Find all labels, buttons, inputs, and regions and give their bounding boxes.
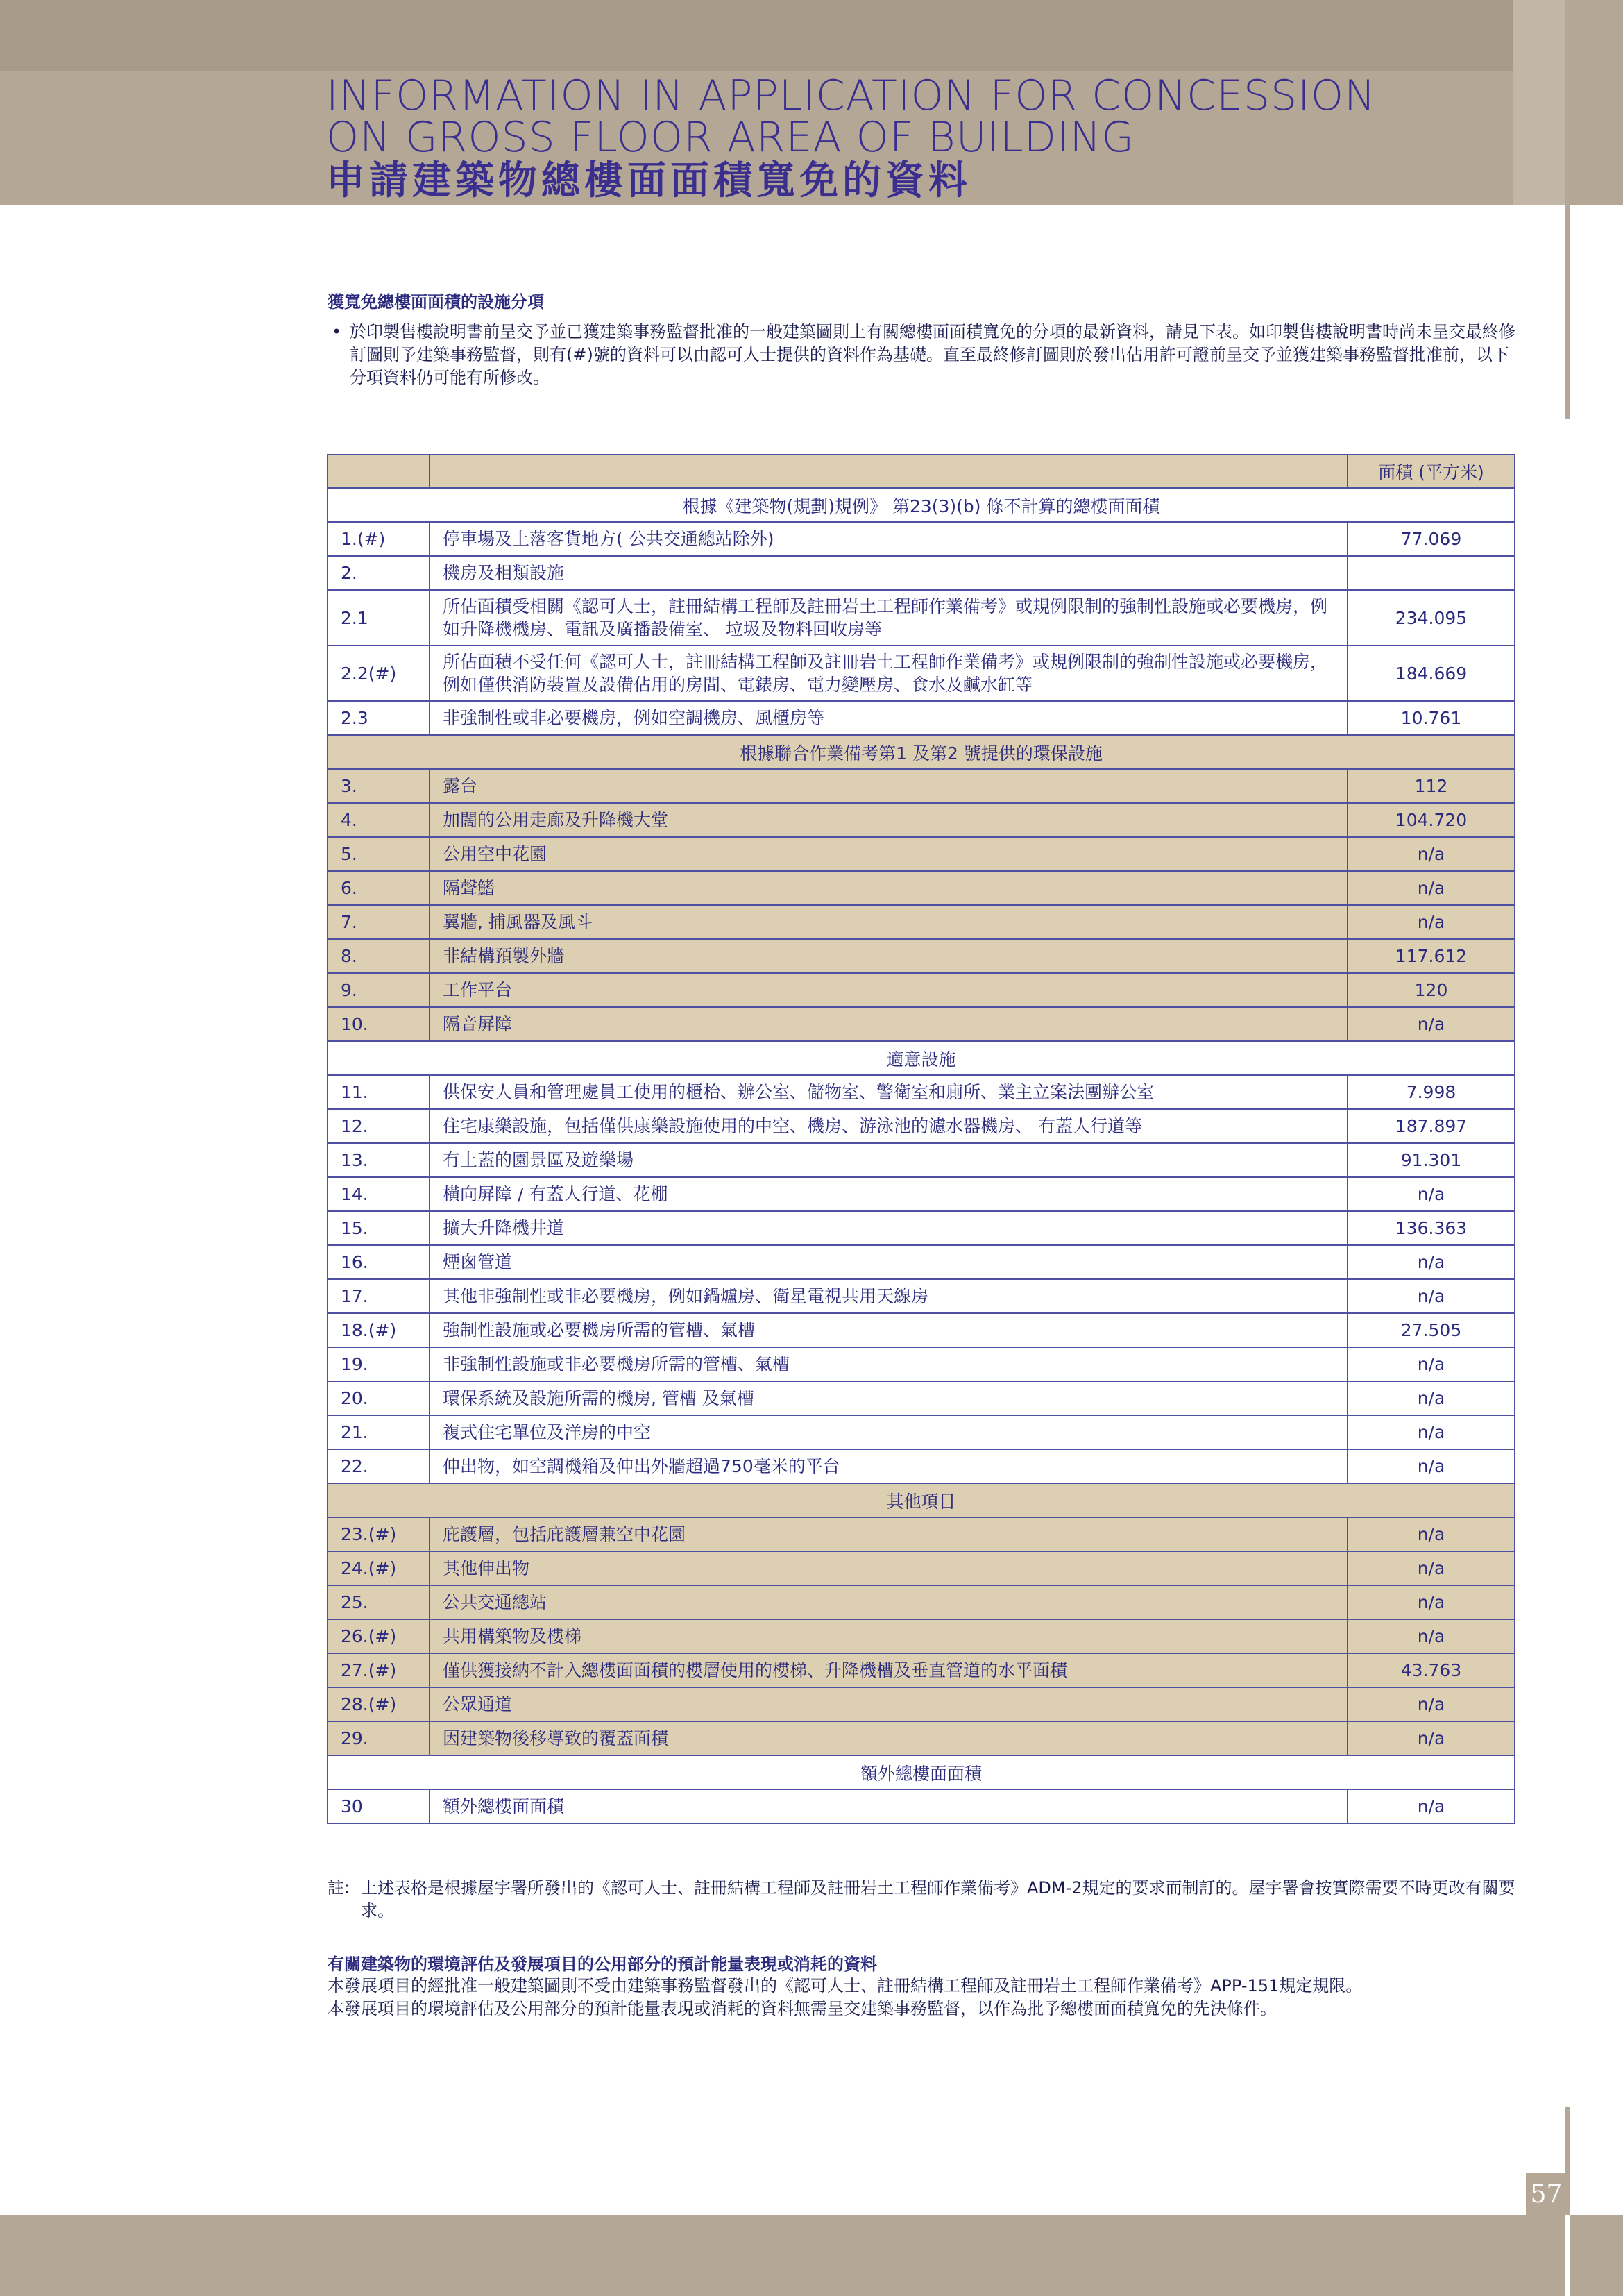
item-description: 翼牆, 捕風器及風斗 (430, 905, 1348, 939)
item-area (1348, 556, 1515, 590)
table-row (328, 1415, 1515, 1449)
item-area: n/a (1348, 1177, 1515, 1211)
item-description: 非強制性或非必要機房，例如空調機房、風櫃房等 (430, 701, 1348, 735)
page-title-english-line-1: INFORMATION IN APPLICATION FOR CONCESSION (326, 71, 1376, 120)
item-description: 非強制性設施或非必要機房所需的管槽、氣槽 (430, 1347, 1348, 1381)
item-number: 25. (328, 1585, 430, 1619)
item-description: 煙囪管道 (430, 1245, 1348, 1279)
item-description: 強制性設施或必要機房所需的管槽、氣槽 (430, 1313, 1348, 1347)
item-area: 136.363 (1348, 1211, 1515, 1245)
header-cell-desc (430, 455, 1348, 488)
item-number: 20. (328, 1381, 430, 1415)
intro-text: 於印製售樓說明書前呈交予並已獲建築事務監督批准的一般建築圖則上有關總樓面面積寬免的分項的最新資料，請見下表。如印製售樓說明書時尚未呈交最終修訂圖則予建築事務監督，則有(#)號的資料可以由認可人士提供的資料作為基礎。直至最終修訂圖則於發出佔用許可證前呈交予並獲建築事務監督批准前，以下分項資料仍可能有所修改。 (350, 322, 1515, 387)
item-description: 額外總樓面面積 (430, 1789, 1348, 1823)
item-number: 2. (328, 556, 430, 590)
item-number: 13. (328, 1143, 430, 1177)
group-title: 其他項目 (328, 1483, 1515, 1517)
footer-gap (1565, 2215, 1570, 2296)
item-area: n/a (1348, 871, 1515, 905)
item-area: n/a (1348, 905, 1515, 939)
table-header-row (328, 455, 1515, 488)
item-description: 公眾通道 (430, 1687, 1348, 1721)
item-area: n/a (1348, 1517, 1515, 1551)
table-row (328, 1687, 1515, 1721)
item-description: 複式住宅單位及洋房的中空 (430, 1415, 1348, 1449)
table-row (328, 1517, 1515, 1551)
table-row (328, 1721, 1515, 1755)
environment-heading: 有關建築物的環境評估及發展項目的公用部分的預計能量表現或消耗的資料 (328, 1955, 877, 1974)
item-description: 庇護層，包括庇護層兼空中花園 (430, 1517, 1348, 1551)
item-description: 露台 (430, 769, 1348, 803)
item-number: 21. (328, 1415, 430, 1449)
item-description: 其他非強制性或非必要機房，例如鍋爐房、衛星電視共用天線房 (430, 1279, 1348, 1313)
group-header-row (328, 1041, 1515, 1075)
item-number: 27.(#) (328, 1653, 430, 1687)
item-area: n/a (1348, 1619, 1515, 1653)
item-description: 擴大升降機井道 (430, 1211, 1348, 1245)
item-description: 非結構預製外牆 (430, 939, 1348, 973)
footer-band (0, 2215, 1623, 2296)
table-row (328, 590, 1515, 645)
item-number: 9. (328, 973, 430, 1007)
item-number: 7. (328, 905, 430, 939)
item-description: 住宅康樂設施，包括僅供康樂設施使用的中空、機房、游泳池的濾水器機房、 有蓋人行道等 (430, 1109, 1348, 1143)
table-row (328, 701, 1515, 735)
item-number: 10. (328, 1007, 430, 1041)
item-area: n/a (1348, 1245, 1515, 1279)
item-area: n/a (1348, 1551, 1515, 1585)
gfa-concession-table (327, 454, 1515, 1824)
environment-line-1: 本發展項目的經批准一般建築圖則不受由建築事務監督發出的《認可人士、註冊結構工程師及註冊岩土工程師作業備考》APP-151規定規限。 (328, 1976, 1363, 1995)
table-row (328, 556, 1515, 590)
item-description: 環保系統及設施所需的機房, 管槽 及氣槽 (430, 1381, 1348, 1415)
group-title: 根據聯合作業備考第1 及第2 號提供的環保設施 (328, 735, 1515, 769)
bullet-icon: • (332, 322, 342, 341)
item-number: 2.3 (328, 701, 430, 735)
table-row (328, 522, 1515, 556)
item-area: n/a (1348, 1007, 1515, 1041)
item-number: 14. (328, 1177, 430, 1211)
right-margin-rule-top (1565, 0, 1570, 419)
footnote (328, 1877, 1521, 1923)
item-number: 1.(#) (328, 522, 430, 556)
page-number: 57 (1526, 2173, 1567, 2215)
item-area: 120 (1348, 973, 1515, 1007)
item-area: n/a (1348, 1449, 1515, 1483)
group-header-row (328, 488, 1515, 522)
table-row (328, 1211, 1515, 1245)
item-number: 6. (328, 871, 430, 905)
item-area: n/a (1348, 1279, 1515, 1313)
section-heading: 獲寬免總樓面面積的設施分項 (328, 292, 544, 312)
table-row (328, 1619, 1515, 1653)
table-row (328, 769, 1515, 803)
item-number: 23.(#) (328, 1517, 430, 1551)
environment-text (328, 1975, 1521, 2020)
page-title-chinese: 申請建築物總樓面面積寬免的資料 (326, 158, 971, 203)
table-row (328, 1789, 1515, 1823)
group-title: 適意設施 (328, 1041, 1515, 1075)
table-row (328, 1075, 1515, 1109)
item-description: 公用空中花園 (430, 837, 1348, 871)
item-number: 2.1 (328, 590, 430, 645)
item-area: n/a (1348, 1585, 1515, 1619)
item-area: 10.761 (1348, 701, 1515, 735)
intro-paragraph (332, 321, 1518, 389)
item-number: 29. (328, 1721, 430, 1755)
table-row (328, 1551, 1515, 1585)
group-header-row (328, 1483, 1515, 1517)
group-title: 根據《建築物(規劃)規例》 第23(3)(b) 條不計算的總樓面面積 (328, 488, 1515, 522)
item-area: 187.897 (1348, 1109, 1515, 1143)
table-row (328, 1381, 1515, 1415)
item-description: 其他伸出物 (430, 1551, 1348, 1585)
table-row (328, 973, 1515, 1007)
item-description: 機房及相類設施 (430, 556, 1348, 590)
item-area: n/a (1348, 1415, 1515, 1449)
item-description: 供保安人員和管理處員工使用的櫃枱、辦公室、儲物室、警衛室和廁所、業主立案法團辦公室 (430, 1075, 1348, 1109)
item-number: 18.(#) (328, 1313, 430, 1347)
header-top-strip (0, 0, 1513, 71)
item-area: n/a (1348, 1687, 1515, 1721)
item-area: 91.301 (1348, 1143, 1515, 1177)
group-header-row (328, 735, 1515, 769)
table-row (328, 1313, 1515, 1347)
item-number: 11. (328, 1075, 430, 1109)
item-area: 234.095 (1348, 590, 1515, 645)
item-area: n/a (1348, 1721, 1515, 1755)
item-area: 7.998 (1348, 1075, 1515, 1109)
item-area: n/a (1348, 837, 1515, 871)
environment-line-2: 本發展項目的環境評估及公用部分的預計能量表現或消耗的資料無需呈交建築事務監督，以作為批予總樓面面積寬免的先決條件。 (328, 1999, 1277, 2018)
item-area: 112 (1348, 769, 1515, 803)
item-area: 43.763 (1348, 1653, 1515, 1687)
item-area: n/a (1348, 1347, 1515, 1381)
table-row (328, 871, 1515, 905)
item-area: 77.069 (1348, 522, 1515, 556)
header-cell-no (328, 455, 430, 488)
item-description: 伸出物，如空調機箱及伸出外牆超過750毫米的平台 (430, 1449, 1348, 1483)
table-row (328, 1177, 1515, 1211)
item-number: 2.2(#) (328, 645, 430, 701)
item-number: 4. (328, 803, 430, 837)
table-row (328, 939, 1515, 973)
item-number: 19. (328, 1347, 430, 1381)
item-description: 橫向屏障 / 有蓋人行道、花棚 (430, 1177, 1348, 1211)
table-row (328, 1347, 1515, 1381)
group-header-row (328, 1755, 1515, 1789)
item-description: 所佔面積受相關《認可人士，註冊結構工程師及註冊岩土工程師作業備考》或規例限制的強制性設施或必要機房，例如升降機機房、電訊及廣播設備室、 垃圾及物料回收房等 (430, 590, 1348, 645)
table-row (328, 1653, 1515, 1687)
item-description: 有上蓋的園景區及遊樂場 (430, 1143, 1348, 1177)
item-description: 隔聲鰭 (430, 871, 1348, 905)
item-number: 22. (328, 1449, 430, 1483)
item-number: 8. (328, 939, 430, 973)
item-description: 加闊的公用走廊及升降機大堂 (430, 803, 1348, 837)
item-description: 所佔面積不受任何《認可人士，註冊結構工程師及註冊岩土工程師作業備考》或規例限制的強制性設施或必要機房，例如僅供消防裝置及設備佔用的房間、電錶房、電力變壓房、食水及鹹水缸等 (430, 645, 1348, 701)
item-number: 28.(#) (328, 1687, 430, 1721)
item-number: 3. (328, 769, 430, 803)
table-row (328, 837, 1515, 871)
table-row (328, 645, 1515, 701)
table-row (328, 1245, 1515, 1279)
table-row (328, 1109, 1515, 1143)
item-description: 共用構築物及樓梯 (430, 1619, 1348, 1653)
table-row (328, 803, 1515, 837)
item-number: 12. (328, 1109, 430, 1143)
page-title-english (326, 71, 1506, 162)
item-number: 17. (328, 1279, 430, 1313)
item-description: 停車場及上落客貨地方( 公共交通總站除外) (430, 522, 1348, 556)
item-description: 隔音屏障 (430, 1007, 1348, 1041)
group-title: 額外總樓面面積 (328, 1755, 1515, 1789)
item-description: 公共交通總站 (430, 1585, 1348, 1619)
item-description: 僅供獲接納不計入總樓面面積的樓層使用的樓梯、升降機槽及垂直管道的水平面積 (430, 1653, 1348, 1687)
item-description: 因建築物後移導致的覆蓋面積 (430, 1721, 1348, 1755)
item-number: 30 (328, 1789, 430, 1823)
table-row (328, 1449, 1515, 1483)
header-right-strip (1513, 0, 1567, 205)
item-description: 工作平台 (430, 973, 1348, 1007)
table-row (328, 1143, 1515, 1177)
item-area: n/a (1348, 1789, 1515, 1823)
item-number: 16. (328, 1245, 430, 1279)
page-title-english-line-2: ON GROSS FLOOR AREA OF BUILDING (326, 113, 1135, 162)
area-header: 面積 (平方米) (1348, 455, 1515, 488)
item-area: 117.612 (1348, 939, 1515, 973)
table-row (328, 1279, 1515, 1313)
table-row (328, 905, 1515, 939)
item-number: 15. (328, 1211, 430, 1245)
item-number: 24.(#) (328, 1551, 430, 1585)
item-area: 27.505 (1348, 1313, 1515, 1347)
table-row (328, 1007, 1515, 1041)
table-row (328, 1585, 1515, 1619)
item-area: n/a (1348, 1381, 1515, 1415)
item-area: 104.720 (1348, 803, 1515, 837)
footnote-label: 註: (328, 1878, 350, 1898)
item-area: 184.669 (1348, 645, 1515, 701)
item-number: 5. (328, 837, 430, 871)
footnote-text: 上述表格是根據屋宇署所發出的《認可人士、註冊結構工程師及註冊岩土工程師作業備考》ADM-2規定的要求而制訂的。屋宇署會按實際需要不時更改有關要求。 (361, 1878, 1515, 1921)
item-number: 26.(#) (328, 1619, 430, 1653)
